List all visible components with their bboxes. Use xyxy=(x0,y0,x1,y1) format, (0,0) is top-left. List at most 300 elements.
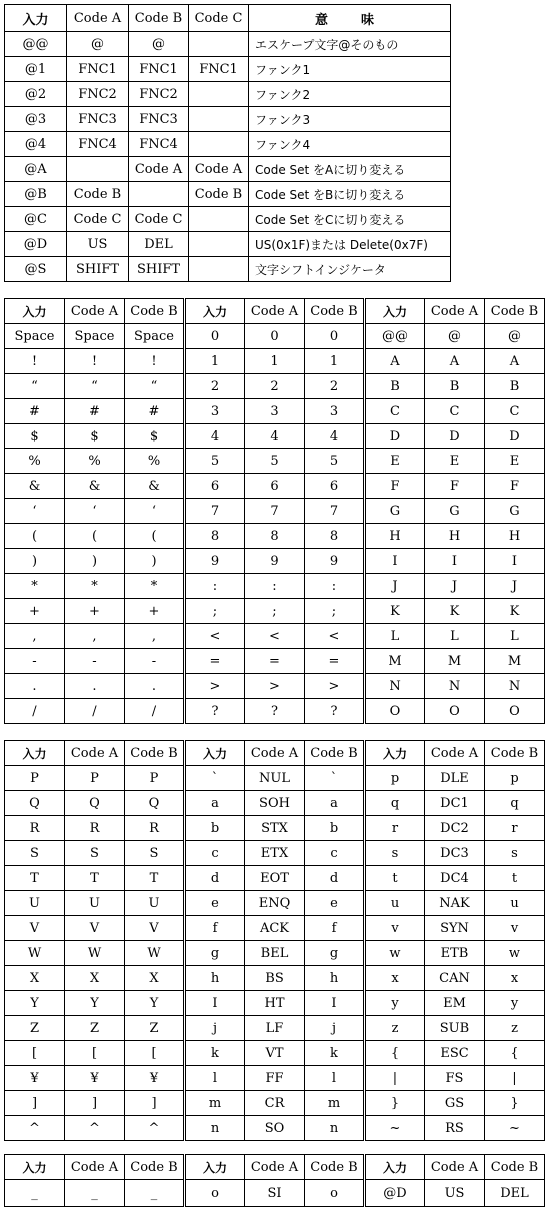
table-cell: > xyxy=(305,674,365,699)
table-row xyxy=(5,674,545,699)
table-cell: s xyxy=(365,841,425,866)
table-cell: D xyxy=(485,424,545,449)
table-cell: STX xyxy=(245,816,305,841)
table-row xyxy=(5,207,451,232)
table-cell: I xyxy=(185,991,245,1016)
table-row xyxy=(5,107,451,132)
column-header-code-a: Code A xyxy=(65,1155,125,1180)
table-cell: ] xyxy=(5,1091,65,1116)
table-cell: X xyxy=(65,966,125,991)
table-cell: DEL xyxy=(129,232,189,257)
table-row xyxy=(5,574,545,599)
column-header-code-b: Code B xyxy=(305,741,365,766)
table-cell: _ xyxy=(5,1180,65,1207)
table-row xyxy=(5,82,451,107)
table-cell: ESC xyxy=(425,1041,485,1066)
table-cell: % xyxy=(125,449,185,474)
table-cell: ( xyxy=(5,524,65,549)
table-cell: [ xyxy=(5,1041,65,1066)
table-header-row xyxy=(5,299,545,324)
table-cell: P xyxy=(5,766,65,791)
column-header-input: 入力 xyxy=(185,299,245,324)
table-cell: P xyxy=(125,766,185,791)
table-cell: D xyxy=(425,424,485,449)
escape-sequence-table xyxy=(4,4,451,282)
table-cell: 3 xyxy=(245,399,305,424)
table-cell: n xyxy=(185,1116,245,1141)
table-cell: e xyxy=(305,891,365,916)
table-cell: 1 xyxy=(245,349,305,374)
table-cell: O xyxy=(485,699,545,724)
table-cell: d xyxy=(305,866,365,891)
table-cell: K xyxy=(485,599,545,624)
table-cell: @2 xyxy=(5,82,67,107)
table-cell: p xyxy=(485,766,545,791)
table-cell: SO xyxy=(245,1116,305,1141)
column-header-code-a: Code A xyxy=(425,741,485,766)
column-header-code-a: Code A xyxy=(245,299,305,324)
table-cell: R xyxy=(5,816,65,841)
table-cell: ? xyxy=(185,699,245,724)
table-cell: FNC2 xyxy=(129,82,189,107)
table-cell: ~ xyxy=(485,1116,545,1141)
table-cell: @4 xyxy=(5,132,67,157)
table-cell: = xyxy=(245,649,305,674)
table-cell: 2 xyxy=(185,374,245,399)
table-cell: F xyxy=(425,474,485,499)
table-cell: b xyxy=(185,816,245,841)
table-cell: @A xyxy=(5,157,67,182)
table-row xyxy=(5,524,545,549)
table-cell: 2 xyxy=(305,374,365,399)
table-cell: 1 xyxy=(185,349,245,374)
table-cell: & xyxy=(65,474,125,499)
table-row xyxy=(5,916,545,941)
table-cell: Q xyxy=(125,791,185,816)
table-cell: GS xyxy=(425,1091,485,1116)
table-cell: O xyxy=(365,699,425,724)
table-cell: < xyxy=(305,624,365,649)
table-cell: G xyxy=(365,499,425,524)
table-cell: } xyxy=(485,1091,545,1116)
table-cell: DC1 xyxy=(425,791,485,816)
column-header-input: 入力 xyxy=(185,1155,245,1180)
table-cell: : xyxy=(245,574,305,599)
table-cell: : xyxy=(185,574,245,599)
column-header-input: 入力 xyxy=(365,299,425,324)
table-row xyxy=(5,182,451,207)
table-cell: 4 xyxy=(185,424,245,449)
meaning-cell: US(0x1F)または Delete(0x7F) xyxy=(249,232,451,257)
table-cell: * xyxy=(125,574,185,599)
character-table-1 xyxy=(4,298,545,724)
table-cell: ) xyxy=(5,549,65,574)
table-cell: { xyxy=(485,1041,545,1066)
table-cell xyxy=(67,157,129,182)
table-cell: ( xyxy=(125,524,185,549)
table-cell: Z xyxy=(65,1016,125,1041)
table-cell: @C xyxy=(5,207,67,232)
table-row xyxy=(5,132,451,157)
table-cell: v xyxy=(365,916,425,941)
table-cell: K xyxy=(425,599,485,624)
table-cell: u xyxy=(485,891,545,916)
table-cell: t xyxy=(365,866,425,891)
meaning-cell: Code Set をBに切り変える xyxy=(249,182,451,207)
table-cell: BS xyxy=(245,966,305,991)
table-cell: h xyxy=(185,966,245,991)
table-cell: N xyxy=(425,674,485,699)
table-cell: ; xyxy=(245,599,305,624)
table-cell: 6 xyxy=(185,474,245,499)
table-cell: S xyxy=(5,841,65,866)
table-cell: f xyxy=(305,916,365,941)
table-cell: g xyxy=(185,941,245,966)
table-cell: FNC1 xyxy=(129,57,189,82)
table-header-row xyxy=(5,741,545,766)
table-cell: G xyxy=(425,499,485,524)
table-row xyxy=(5,32,451,57)
table-cell: d xyxy=(185,866,245,891)
table-row xyxy=(5,474,545,499)
table-cell: A xyxy=(485,349,545,374)
table-cell: / xyxy=(125,699,185,724)
table-cell: 6 xyxy=(305,474,365,499)
table-cell: Code A xyxy=(189,157,249,182)
table-cell: o xyxy=(305,1180,365,1207)
table-cell: M xyxy=(365,649,425,674)
column-header-input: 入力 xyxy=(185,741,245,766)
table-cell: Q xyxy=(65,791,125,816)
table-cell: “ xyxy=(5,374,65,399)
table-cell: @ xyxy=(67,32,129,57)
meaning-cell: エスケープ文字@そのもの xyxy=(249,32,451,57)
table-row xyxy=(5,257,451,282)
table-cell: I xyxy=(425,549,485,574)
table-cell: & xyxy=(125,474,185,499)
table-cell: Code A xyxy=(129,157,189,182)
table-cell: ¥ xyxy=(125,1066,185,1091)
table-row xyxy=(5,232,451,257)
table-cell: ; xyxy=(305,599,365,624)
table-cell: a xyxy=(185,791,245,816)
table-row xyxy=(5,157,451,182)
table-cell: ‘ xyxy=(5,499,65,524)
table-cell: * xyxy=(5,574,65,599)
table-cell: [ xyxy=(125,1041,185,1066)
table-row xyxy=(5,1180,545,1207)
table-cell: C xyxy=(365,399,425,424)
table-cell: Code B xyxy=(67,182,129,207)
table-cell: W xyxy=(125,941,185,966)
table-cell: ^ xyxy=(125,1116,185,1141)
table-cell: n xyxy=(305,1116,365,1141)
table-cell: 8 xyxy=(305,524,365,549)
table-cell: X xyxy=(125,966,185,991)
table-cell: ] xyxy=(125,1091,185,1116)
column-header-code-c: Code C xyxy=(189,5,249,32)
meaning-cell: ファンク4 xyxy=(249,132,451,157)
table-cell: : xyxy=(305,574,365,599)
table-cell: c xyxy=(305,841,365,866)
table-row xyxy=(5,1091,545,1116)
table-cell: - xyxy=(125,649,185,674)
table-cell: v xyxy=(485,916,545,941)
table-cell: X xyxy=(5,966,65,991)
table-cell: DC2 xyxy=(425,816,485,841)
table-cell: # xyxy=(65,399,125,424)
column-header-code-b: Code B xyxy=(485,299,545,324)
table-cell: 7 xyxy=(185,499,245,524)
table-cell: + xyxy=(125,599,185,624)
table-cell xyxy=(189,232,249,257)
table-cell xyxy=(189,32,249,57)
table-cell: t xyxy=(485,866,545,891)
table-cell: A xyxy=(365,349,425,374)
table-cell: $ xyxy=(5,424,65,449)
table-cell: 6 xyxy=(245,474,305,499)
column-header-code-a: Code A xyxy=(245,1155,305,1180)
table-cell: DEL xyxy=(485,1180,545,1207)
table-cell: / xyxy=(5,699,65,724)
column-header-input: 入力 xyxy=(5,741,65,766)
table-cell: o xyxy=(185,1180,245,1207)
table-cell: Q xyxy=(5,791,65,816)
table-cell: $ xyxy=(65,424,125,449)
table-row xyxy=(5,499,545,524)
table-cell: 5 xyxy=(305,449,365,474)
column-header-code-b: Code B xyxy=(305,299,365,324)
table-cell: SHIFT xyxy=(67,257,129,282)
table-row xyxy=(5,349,545,374)
table-cell: FNC3 xyxy=(67,107,129,132)
table-cell: > xyxy=(245,674,305,699)
table-cell: 4 xyxy=(245,424,305,449)
table-cell: | xyxy=(365,1066,425,1091)
table-cell: < xyxy=(245,624,305,649)
table-cell: k xyxy=(185,1041,245,1066)
column-header-meaning: 意 味 xyxy=(249,5,451,32)
table-header-row xyxy=(5,1155,545,1180)
column-header-code-b: Code B xyxy=(129,5,189,32)
table-cell: H xyxy=(485,524,545,549)
table-cell: s xyxy=(485,841,545,866)
table-cell: ) xyxy=(65,549,125,574)
table-cell: > xyxy=(185,674,245,699)
table-cell: FS xyxy=(425,1066,485,1091)
table-row xyxy=(5,699,545,724)
table-cell: & xyxy=(5,474,65,499)
table-cell: SI xyxy=(245,1180,305,1207)
table-cell: F xyxy=(485,474,545,499)
table-cell: ; xyxy=(185,599,245,624)
table-cell: 8 xyxy=(245,524,305,549)
table-cell: D xyxy=(365,424,425,449)
column-header-code-b: Code B xyxy=(305,1155,365,1180)
table-cell xyxy=(189,82,249,107)
table-row xyxy=(5,816,545,841)
table-cell: u xyxy=(365,891,425,916)
table-cell: p xyxy=(365,766,425,791)
table-row xyxy=(5,424,545,449)
table-cell: J xyxy=(485,574,545,599)
table-row xyxy=(5,991,545,1016)
table-cell: EOT xyxy=(245,866,305,891)
table-cell: j xyxy=(185,1016,245,1041)
table-cell: EM xyxy=(425,991,485,1016)
table-cell: r xyxy=(485,816,545,841)
table-row xyxy=(5,449,545,474)
table-cell: h xyxy=(305,966,365,991)
table-cell: DLE xyxy=(425,766,485,791)
table-row xyxy=(5,374,545,399)
table-row xyxy=(5,891,545,916)
table-cell: Y xyxy=(125,991,185,1016)
table-cell: CR xyxy=(245,1091,305,1116)
table-cell: Code C xyxy=(129,207,189,232)
table-row xyxy=(5,324,545,349)
table-cell: B xyxy=(425,374,485,399)
table-cell: H xyxy=(365,524,425,549)
table-cell: 5 xyxy=(185,449,245,474)
table-cell: M xyxy=(485,649,545,674)
column-header-code-a: Code A xyxy=(65,299,125,324)
table-cell: ¥ xyxy=(65,1066,125,1091)
table-cell: < xyxy=(185,624,245,649)
table-cell: C xyxy=(425,399,485,424)
table-cell: _ xyxy=(125,1180,185,1207)
table-cell: 3 xyxy=(185,399,245,424)
table-cell: ETX xyxy=(245,841,305,866)
table-cell: , xyxy=(125,624,185,649)
table-cell: V xyxy=(65,916,125,941)
column-header-code-a: Code A xyxy=(425,1155,485,1180)
column-header-code-b: Code B xyxy=(485,1155,545,1180)
table-cell: % xyxy=(65,449,125,474)
table-cell: H xyxy=(425,524,485,549)
table-cell: B xyxy=(485,374,545,399)
table-cell: . xyxy=(125,674,185,699)
table-cell: # xyxy=(125,399,185,424)
table-cell xyxy=(189,107,249,132)
table-cell: SOH xyxy=(245,791,305,816)
table-cell: @ xyxy=(485,324,545,349)
column-header-input: 入力 xyxy=(365,1155,425,1180)
table-cell: L xyxy=(425,624,485,649)
table-cell: E xyxy=(365,449,425,474)
table-cell: E xyxy=(425,449,485,474)
table-cell: ` xyxy=(305,766,365,791)
table-cell: “ xyxy=(65,374,125,399)
table-cell: V xyxy=(125,916,185,941)
column-header-code-b: Code B xyxy=(125,741,185,766)
table-cell: w xyxy=(485,941,545,966)
table-cell: 2 xyxy=(245,374,305,399)
table-cell: R xyxy=(125,816,185,841)
table-cell: ENQ xyxy=(245,891,305,916)
table-cell: ) xyxy=(125,549,185,574)
table-cell: P xyxy=(65,766,125,791)
table-cell: c xyxy=(185,841,245,866)
table-cell xyxy=(189,132,249,157)
column-header-input: 入力 xyxy=(5,1155,65,1180)
table-cell: ` xyxy=(185,766,245,791)
table-cell: DC4 xyxy=(425,866,485,891)
table-cell: a xyxy=(305,791,365,816)
table-cell: N xyxy=(365,674,425,699)
table-cell: 7 xyxy=(305,499,365,524)
table-cell: @S xyxy=(5,257,67,282)
table-cell: 0 xyxy=(185,324,245,349)
table-cell: q xyxy=(365,791,425,816)
table-cell: SYN xyxy=(425,916,485,941)
table-cell: f xyxy=(185,916,245,941)
table-cell: b xyxy=(305,816,365,841)
table-cell: m xyxy=(185,1091,245,1116)
table-cell: ¥ xyxy=(5,1066,65,1091)
table-row xyxy=(5,841,545,866)
table-cell: @3 xyxy=(5,107,67,132)
meaning-cell: ファンク1 xyxy=(249,57,451,82)
table-cell: z xyxy=(365,1016,425,1041)
table-cell: I xyxy=(305,991,365,1016)
table-cell: N xyxy=(485,674,545,699)
table-cell: B xyxy=(365,374,425,399)
table-cell: [ xyxy=(65,1041,125,1066)
table-cell: J xyxy=(365,574,425,599)
table-cell: k xyxy=(305,1041,365,1066)
table-row xyxy=(5,1041,545,1066)
table-row xyxy=(5,941,545,966)
table-cell: U xyxy=(5,891,65,916)
table-cell: r xyxy=(365,816,425,841)
meaning-cell: Code Set をCに切り変える xyxy=(249,207,451,232)
table-cell: I xyxy=(485,549,545,574)
table-row xyxy=(5,791,545,816)
table-cell: NAK xyxy=(425,891,485,916)
table-cell: 5 xyxy=(245,449,305,474)
table-row xyxy=(5,624,545,649)
table-cell: Z xyxy=(125,1016,185,1041)
table-cell: . xyxy=(65,674,125,699)
table-row xyxy=(5,1116,545,1141)
table-cell: VT xyxy=(245,1041,305,1066)
table-cell: ! xyxy=(5,349,65,374)
table-cell: 9 xyxy=(245,549,305,574)
table-cell: NUL xyxy=(245,766,305,791)
table-cell: + xyxy=(65,599,125,624)
column-header-code-a: Code A xyxy=(245,741,305,766)
table-cell: U xyxy=(125,891,185,916)
table-cell: @@ xyxy=(365,324,425,349)
table-cell: F xyxy=(365,474,425,499)
table-cell: @D xyxy=(365,1180,425,1207)
table-cell: Y xyxy=(5,991,65,1016)
table-cell: @@ xyxy=(5,32,67,57)
meaning-cell: ファンク3 xyxy=(249,107,451,132)
table-cell: DC3 xyxy=(425,841,485,866)
table-row xyxy=(5,599,545,624)
table-cell: SHIFT xyxy=(129,257,189,282)
table-cell: Code B xyxy=(189,182,249,207)
table-cell: | xyxy=(485,1066,545,1091)
table-cell: @1 xyxy=(5,57,67,82)
table-cell: Space xyxy=(65,324,125,349)
table-cell: US xyxy=(425,1180,485,1207)
table-cell: Code C xyxy=(67,207,129,232)
table-cell: A xyxy=(425,349,485,374)
table-cell: ACK xyxy=(245,916,305,941)
